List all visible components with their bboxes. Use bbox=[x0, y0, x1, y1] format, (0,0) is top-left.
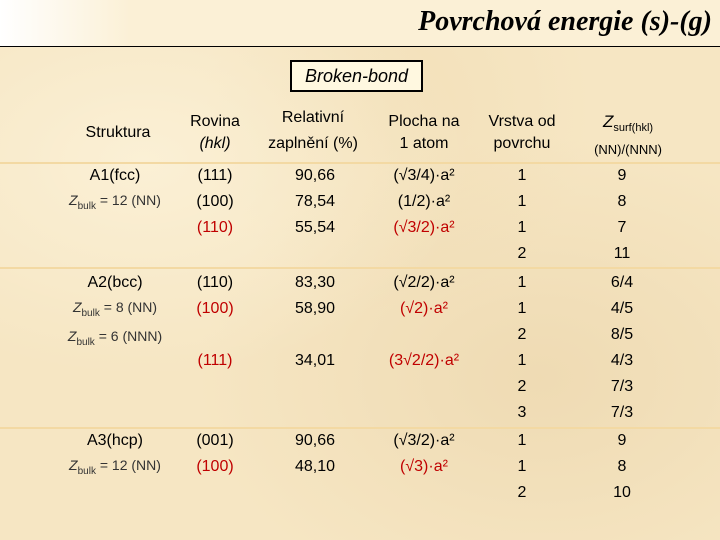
group-hcp-structure bbox=[50, 428, 180, 483]
page-title: Povrchová energie (s)-(g) bbox=[418, 6, 712, 37]
zbulk-value: = 12 (NN) bbox=[99, 192, 161, 208]
zbulk-value: = 6 (NNN) bbox=[98, 327, 163, 344]
z-cell: 8/5 bbox=[610, 326, 634, 343]
zbulk-symbol: Z bbox=[69, 457, 78, 473]
header-layer-line1: Vrstva od bbox=[488, 113, 556, 130]
zbulk-symbol: Z bbox=[72, 299, 82, 315]
layer-cell: 1 bbox=[517, 432, 527, 449]
plane-cell: (001) bbox=[196, 432, 234, 449]
group-bcc-z bbox=[592, 270, 652, 426]
z-cell: 4/3 bbox=[610, 352, 634, 369]
group-bcc-areas bbox=[370, 270, 478, 374]
header-layer bbox=[476, 111, 568, 155]
fill-cell: 90,66 bbox=[294, 167, 336, 184]
area-cell: (√3/2)·a² bbox=[393, 432, 455, 449]
area-cell: (√3/4)·a² bbox=[393, 167, 455, 184]
header-area-line2: 1 atom bbox=[399, 135, 449, 152]
layer-cell: 1 bbox=[517, 193, 527, 210]
z-cell: 8 bbox=[617, 193, 627, 210]
area-cell: (√3/2)·a² bbox=[393, 219, 455, 236]
z-cell: 7/3 bbox=[610, 378, 634, 395]
layer-cell: 2 bbox=[517, 326, 527, 343]
zbulk-subscript: bulk bbox=[76, 336, 95, 348]
z-cell: 6/4 bbox=[610, 274, 634, 291]
group-bcc-planes bbox=[180, 270, 250, 374]
area-spacer bbox=[370, 322, 478, 348]
group-hcp-layers bbox=[500, 428, 544, 506]
z-cell: 10 bbox=[613, 484, 631, 501]
layer-cell: 1 bbox=[517, 167, 527, 184]
group-hcp-fills bbox=[270, 428, 360, 480]
group-hcp-planes bbox=[180, 428, 250, 480]
group-bcc-name: A2(bcc) bbox=[87, 274, 143, 291]
header-zsurf-units: (NN)/(NNN) bbox=[594, 142, 662, 158]
area-cell: (√2)·a² bbox=[400, 300, 448, 317]
plane-cell: (111) bbox=[197, 167, 233, 184]
zbulk-value: = 8 (NN) bbox=[103, 299, 158, 315]
header-fill bbox=[257, 107, 369, 155]
title-bar bbox=[0, 0, 720, 46]
group-bcc-fills bbox=[270, 270, 360, 374]
header-plane-line2: (hkl) bbox=[199, 135, 231, 152]
zsurf-subscript: surf(hkl) bbox=[613, 122, 654, 135]
area-cell: (3√2/2)·a² bbox=[388, 352, 460, 369]
zbulk-subscript: bulk bbox=[81, 307, 100, 319]
layer-cell: 2 bbox=[517, 484, 527, 501]
fill-cell: 83,30 bbox=[294, 274, 336, 291]
fill-cell: 58,90 bbox=[294, 300, 336, 317]
title-divider bbox=[0, 46, 720, 47]
fill-spacer bbox=[270, 322, 360, 348]
zbulk-subscript: bulk bbox=[77, 465, 96, 477]
plane-cell: (100) bbox=[196, 193, 234, 210]
zbulk-value: = 12 (NN) bbox=[99, 457, 161, 473]
group-fcc-name: A1(fcc) bbox=[89, 167, 141, 184]
group-bcc-zbulk-nnn bbox=[50, 325, 180, 354]
layer-cell: 1 bbox=[517, 274, 527, 291]
group-fcc-z bbox=[592, 163, 652, 267]
z-cell: 9 bbox=[617, 432, 627, 449]
plane-cell: (100) bbox=[196, 300, 234, 317]
layer-cell: 2 bbox=[517, 245, 527, 262]
z-cell: 11 bbox=[613, 245, 631, 262]
layer-cell: 1 bbox=[517, 458, 527, 475]
fill-cell: 78,54 bbox=[294, 193, 336, 210]
header-fill-line2: zaplnění (%) bbox=[268, 135, 358, 152]
area-cell: (1/2)·a² bbox=[397, 193, 451, 210]
z-cell: 7/3 bbox=[610, 404, 634, 421]
header-plane-line1: Rovina bbox=[190, 113, 240, 130]
header-area bbox=[378, 111, 470, 155]
group-hcp-zbulk bbox=[50, 454, 180, 483]
zbulk-subscript: bulk bbox=[77, 200, 96, 212]
zbulk-symbol: Z bbox=[67, 327, 77, 344]
title-gradient bbox=[0, 0, 130, 46]
fill-cell: 34,01 bbox=[294, 352, 336, 369]
group-fcc-zbulk bbox=[50, 189, 180, 218]
group-fcc-layers bbox=[500, 163, 544, 267]
fill-cell: 48,10 bbox=[294, 458, 336, 475]
plane-spacer bbox=[180, 322, 250, 348]
layer-cell: 3 bbox=[517, 404, 527, 421]
z-cell: 7 bbox=[617, 219, 627, 236]
header-structure: Struktura bbox=[85, 124, 151, 141]
group-bcc-zbulk-nn bbox=[50, 296, 180, 325]
layer-cell: 1 bbox=[517, 300, 527, 317]
header-zsurf-line1 bbox=[578, 111, 678, 139]
header-plane bbox=[180, 111, 250, 155]
plane-cell: (100) bbox=[196, 458, 234, 475]
header-layer-line2: povrchu bbox=[493, 135, 551, 152]
plane-cell: (110) bbox=[196, 219, 234, 236]
plane-cell: (111) bbox=[197, 352, 233, 369]
area-cell: (√2/2)·a² bbox=[393, 274, 455, 291]
plane-cell: (110) bbox=[196, 274, 234, 291]
group-separator bbox=[0, 267, 720, 269]
z-cell: 4/5 bbox=[610, 300, 634, 317]
z-cell: 8 bbox=[617, 458, 627, 475]
group-fcc-planes bbox=[180, 163, 250, 241]
group-hcp-name: A3(hcp) bbox=[86, 432, 144, 449]
layer-cell: 1 bbox=[517, 219, 527, 236]
header-area-line1: Plocha na bbox=[388, 113, 460, 130]
header-zsurf bbox=[578, 111, 678, 161]
group-hcp-areas bbox=[370, 428, 478, 480]
header-fill-line1: Relativní bbox=[281, 109, 345, 126]
layer-cell: 2 bbox=[517, 378, 527, 395]
group-fcc-structure bbox=[50, 163, 180, 218]
group-fcc-areas bbox=[370, 163, 478, 241]
group-bcc-layers bbox=[500, 270, 544, 426]
method-label: Broken-bond bbox=[290, 60, 423, 92]
fill-cell: 55,54 bbox=[294, 219, 336, 236]
area-cell: (√3)·a² bbox=[400, 458, 448, 475]
group-fcc-fills bbox=[270, 163, 360, 241]
zbulk-symbol: Z bbox=[69, 192, 78, 208]
fill-cell: 90,66 bbox=[294, 432, 336, 449]
layer-cell: 1 bbox=[517, 352, 527, 369]
group-hcp-z bbox=[592, 428, 652, 506]
z-cell: 9 bbox=[617, 167, 627, 184]
zsurf-symbol: Z bbox=[602, 112, 614, 131]
group-bcc-structure bbox=[50, 270, 180, 354]
